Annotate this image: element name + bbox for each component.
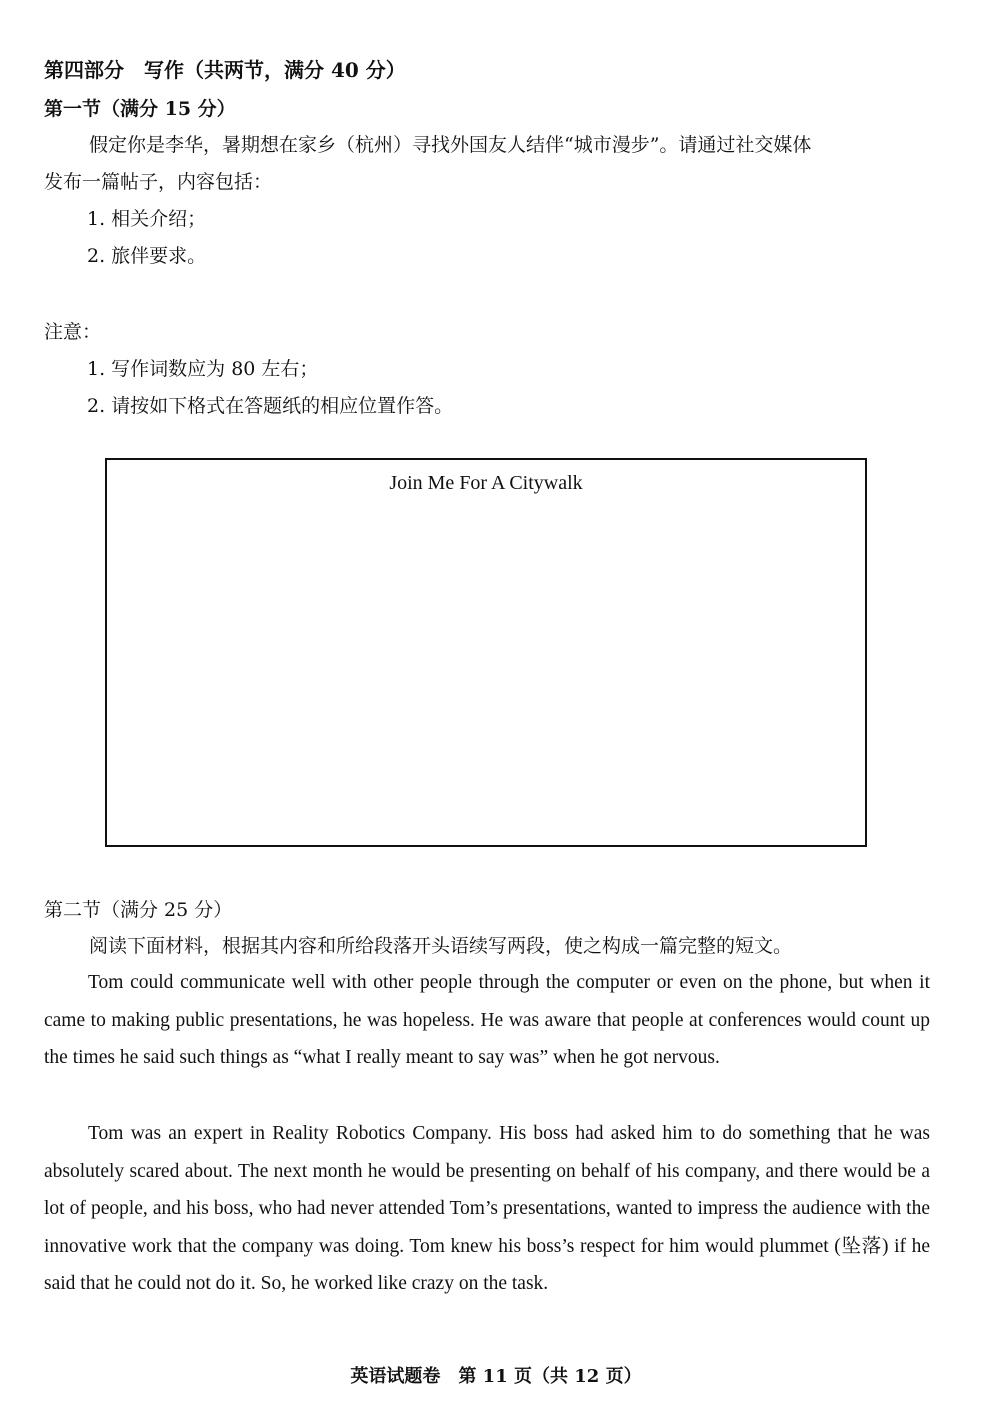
passage-paragraph-2: Tom was an expert in Reality Robotics Company. His boss had asked him to do something that he was absolutely scared about. The next month he would be presenting on behalf of his company, and there would be a lot of people, and his boss, who had never attended Tom’s presentations, wanted to impress the audience with the innovative work that the company was doing. Tom knew his boss’s respect for him would plummet (坠落) if he said that he could not do it. So, he worked like crazy on the task. [44,1123,930,1294]
note-item-1: 1. 写作词数应为 80 左右； [87,358,319,380]
section2-instruction: 阅读下面材料，根据其内容和所给段落开头语续写两段，使之构成一篇完整的短文。 [89,935,793,957]
section1-prompt-line1: 假定你是李华，暑期想在家乡（杭州）寻找外国友人结伴“城市漫步”。请通过社交媒体 [89,134,812,156]
section1-prompt-line2: 发布一篇帖子，内容包括： [44,171,273,193]
answer-box-title: Join Me For A Citywalk [389,472,583,494]
notes-heading: 注意： [44,321,102,343]
answer-box [105,458,867,847]
section1-heading: 第一节（满分 15 分） [44,98,236,120]
section1-item-1: 1. 相关介绍； [87,208,207,230]
section1-item-2: 2. 旅伴要求。 [87,245,207,267]
part4-title: 第四部分 写作（共两节，满分 40 分） [44,58,406,82]
passage-paragraph-1: Tom could communicate well with other people through the computer or even on the phone, but when it came to making public presentations, he was hopeless. He was aware that people at conferences would count up the times he said such things as “what I really meant to say was” when he got nervous. [44,972,930,1068]
section2-heading: 第二节（满分 25 分） [44,899,233,921]
note-item-2: 2. 请按如下格式在答题纸的相应位置作答。 [87,395,454,417]
page-footer: 英语试题卷 第 11 页（共 12 页） [350,1366,642,1387]
